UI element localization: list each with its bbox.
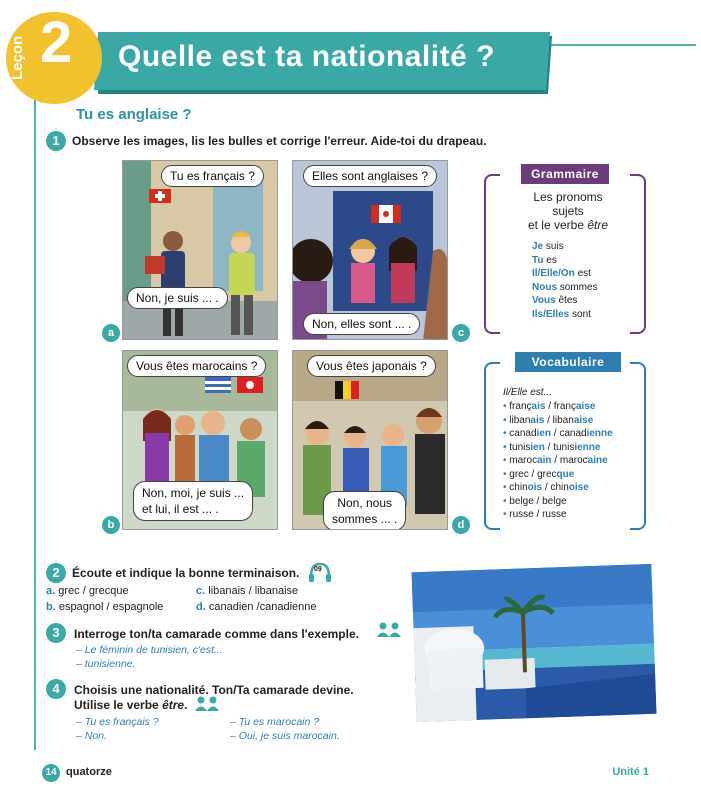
comic-panel-d	[292, 350, 448, 530]
exercise-4-dialog-line-4: – Oui, je suis marocain.	[230, 730, 340, 742]
exercise-4-dialog-line-3: – Tu es marocain ?	[230, 716, 320, 728]
exercise-4-instruction-line-1: Choisis une nationalité. Ton/Ta camarade devine.	[74, 683, 354, 697]
grammar-bracket-left	[484, 174, 500, 334]
page-number: 14	[42, 764, 60, 782]
comic-panel-b	[122, 350, 278, 530]
vocabulary-item: • grec / grecque	[503, 468, 613, 482]
vocabulary-item: • belge / belge	[503, 495, 613, 509]
audio-track-icon[interactable]	[308, 562, 332, 584]
panel-a-illustration	[123, 161, 278, 340]
grammar-bracket-right	[630, 174, 646, 334]
grammar-row: Nous sommes	[532, 281, 598, 293]
grammar-title	[508, 190, 628, 232]
vocabulary-item: • chinois / chinoise	[503, 481, 613, 495]
exercise-3-example-line-1: – Le féminin de tunisien, c'est...	[76, 644, 223, 656]
section-subtitle: Tu es anglaise ?	[76, 106, 192, 123]
exercise-3-instruction: Interroge ton/ta camarade comme dans l'exemple.	[74, 627, 359, 641]
exercise-1-instruction: Observe les images, lis les bulles et corrige l'erreur. Aide-toi du drapeau.	[72, 134, 487, 148]
page-title: Quelle est ta nationalité ?	[118, 40, 495, 73]
exercise-4-number: 4	[46, 679, 66, 699]
comic-panel-c	[292, 160, 448, 340]
grammar-title-line-1: Les pronoms	[533, 190, 603, 204]
vocabulary-tag: Vocabulaire	[515, 352, 621, 372]
grammar-row: Il/Elle/On est	[532, 268, 591, 279]
panel-d-letter: d	[452, 516, 470, 534]
panel-b-bottom-bubble	[133, 481, 253, 521]
panel-d-bottom-bubble	[323, 491, 406, 530]
grammar-row: Tu es	[532, 254, 557, 266]
grammar-title-line-3-text: et le verbe	[527, 218, 584, 232]
exercise-2-number: 2	[46, 563, 66, 583]
frame-top-line	[548, 44, 696, 46]
unit-label: Unité 1	[612, 766, 649, 778]
audio-track-number: 09	[314, 566, 322, 573]
exercise-3-example-line-2: – tunisienne.	[76, 658, 136, 670]
exercise-4-dialog-line-1: – Tu es français ?	[76, 716, 159, 728]
panel-b-top-bubble: Vous êtes marocains ?	[127, 355, 266, 377]
grammar-title-line-2: sujets	[552, 204, 584, 218]
grammar-tag: Grammaire	[521, 164, 609, 184]
pair-work-icon	[376, 622, 402, 643]
vocabulary-item: • marocain / marocaine	[503, 454, 613, 468]
lesson-number: 2	[40, 10, 73, 75]
page-number-word: quatorze	[66, 766, 112, 778]
exercise-1-number: 1	[46, 131, 66, 151]
lesson-label: Leçon	[9, 35, 26, 80]
pair-work-icon-graphic	[376, 622, 402, 638]
grammar-title-verb: être	[587, 218, 609, 232]
panel-b-bottom-line-2: et lui, il est ... .	[142, 502, 219, 516]
panel-d-bottom-line-2: sommes ... .	[332, 512, 398, 526]
vocabulary-item: • tunisien / tunisienne	[503, 441, 613, 455]
vocabulary-intro: Il/Elle est...	[503, 387, 552, 398]
pair-work-icon-graphic-2	[194, 696, 220, 712]
exercise-2-instruction: Écoute et indique la bonne terminaison.	[72, 566, 300, 580]
panel-a-top-bubble: Tu es français ?	[161, 165, 264, 187]
exercise-4-instruction-line-2: Utilise le verbe être.	[74, 698, 188, 712]
exercise-2-option-c: c. libanais / libanaise	[196, 585, 299, 597]
grammar-row: Je suis	[532, 241, 564, 252]
exercise-3-number: 3	[46, 623, 66, 643]
vocabulary-item: • canadien / canadienne	[503, 427, 613, 441]
pair-work-icon	[194, 696, 220, 717]
panel-c-letter: c	[452, 324, 470, 342]
frame-left-line	[34, 100, 36, 750]
panel-b-letter: b	[102, 516, 120, 534]
panel-d-bottom-line-1: Non, nous	[337, 496, 393, 510]
panel-b-bottom-line-1: Non, moi, je suis ...	[142, 486, 245, 500]
exercise-2-option-d: d. canadien /canadienne	[196, 601, 317, 613]
panel-d-top-bubble: Vous êtes japonais ?	[307, 355, 436, 377]
vocabulary-item: • français / française	[503, 400, 613, 414]
panel-a-letter: a	[102, 324, 120, 342]
vocabulary-list	[503, 400, 613, 522]
panel-c-top-bubble: Elles sont anglaises ?	[303, 165, 437, 187]
vocabulary-bracket-right	[630, 362, 646, 530]
exercise-4-dialog-line-2: – Non.	[76, 730, 107, 742]
vocabulary-item: • russe / russe	[503, 508, 613, 522]
panel-c-bottom-bubble: Non, elles sont ... .	[303, 313, 420, 335]
vocabulary-bracket-left	[484, 362, 500, 530]
grammar-row: Ils/Elles sont	[532, 308, 591, 320]
tunisia-photo	[411, 564, 656, 722]
grammar-conjugation-list	[532, 240, 598, 321]
vocabulary-item: • libanais / libanaise	[503, 414, 613, 428]
comic-panel-a	[122, 160, 278, 340]
exercise-2-option-b: b. espagnol / espagnole	[46, 601, 164, 613]
exercise-2-option-a: a. grec / grecque	[46, 585, 129, 597]
grammar-title-line-3	[508, 218, 628, 232]
grammar-row: Vous êtes	[532, 295, 578, 306]
tunisia-photo-graphic	[411, 564, 656, 722]
panel-a-bottom-bubble: Non, je suis ... .	[127, 287, 228, 309]
